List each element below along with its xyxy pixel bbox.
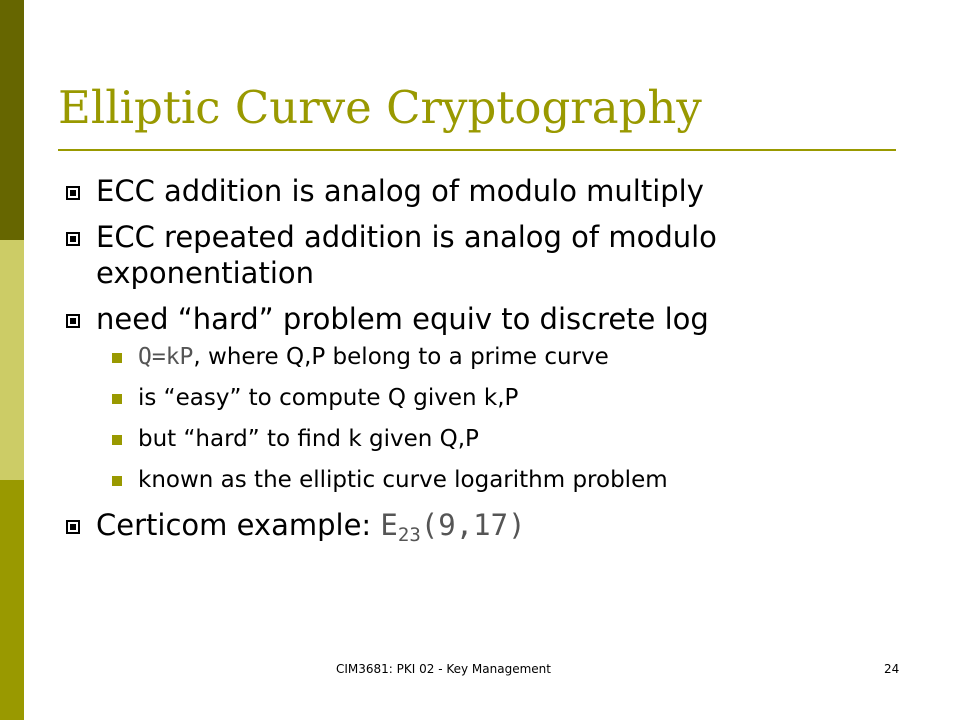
sub-bullet-text: known as the elliptic curve logarithm problem <box>138 467 668 493</box>
sub-bullet-text: , where Q,P belong to a prime curve <box>193 344 609 370</box>
bullet-item <box>58 173 918 209</box>
bullet-text: need “hard” problem equiv to discrete log <box>96 302 709 336</box>
title-underline <box>58 149 896 151</box>
square-bullet-icon <box>66 520 80 534</box>
bullet-item <box>58 219 918 291</box>
square-bullet-icon <box>66 232 80 246</box>
filled-square-bullet-icon <box>112 394 122 404</box>
curve-arguments: (9,17) <box>420 508 526 542</box>
sub-bullet-text: but “hard” to find k given Q,P <box>138 426 479 452</box>
sub-bullet-item <box>58 425 918 453</box>
sub-bullet-text: is “easy” to compute Q given k,P <box>138 385 519 411</box>
footer-course-label: CIM3681: PKI 02 - Key Management <box>336 662 551 676</box>
sub-bullet-item <box>58 384 918 412</box>
side-bar-top <box>0 0 24 240</box>
curve-symbol: E <box>380 508 398 542</box>
bullet-text: ECC addition is analog of modulo multiply <box>96 174 704 208</box>
bullet-text: ECC repeated addition is analog of modulo exponentiation <box>96 220 717 290</box>
sub-bullet-item <box>58 343 918 371</box>
slide-title: Elliptic Curve Cryptography <box>58 81 702 134</box>
filled-square-bullet-icon <box>112 353 122 363</box>
sub-bullet-item <box>58 466 918 494</box>
bullet-list <box>58 173 918 563</box>
footer-page-number: 24 <box>884 662 900 676</box>
filled-square-bullet-icon <box>112 435 122 445</box>
filled-square-bullet-icon <box>112 476 122 486</box>
curve-subscript: 23 <box>397 524 421 546</box>
sub-bullet-list <box>58 343 918 494</box>
curve-notation <box>380 508 526 546</box>
bullet-item <box>58 301 918 494</box>
side-bar-middle <box>0 240 24 480</box>
bullet-item <box>58 507 918 553</box>
square-bullet-icon <box>66 186 80 200</box>
square-bullet-icon <box>66 314 80 328</box>
side-bar-bottom <box>0 480 24 720</box>
code-expression: Q=kP <box>138 344 194 370</box>
bullet-text: Certicom example: <box>96 508 381 542</box>
